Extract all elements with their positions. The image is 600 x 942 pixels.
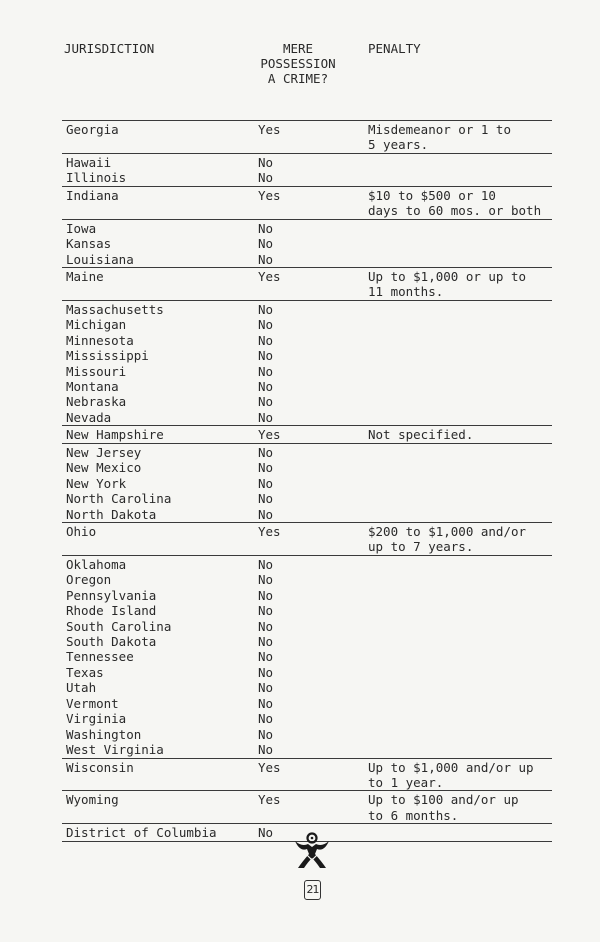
- table-row: [62, 792, 552, 807]
- possession-crime-cell: No: [258, 220, 274, 236]
- possession-crime-cell: No: [258, 825, 274, 841]
- possession-crime-cell: No: [258, 711, 274, 727]
- possession-crime-cell: No: [258, 726, 274, 742]
- penalty-cell: [368, 302, 552, 317]
- jurisdiction-cell: Maine: [66, 268, 104, 284]
- table-row: [62, 539, 552, 554]
- possession-crime-cell: No: [258, 317, 274, 333]
- table-row: [62, 619, 552, 634]
- possession-crime-cell: No: [258, 491, 274, 507]
- table-row: [62, 491, 552, 506]
- possession-crime-cell: [258, 284, 368, 299]
- possession-crime-cell: No: [258, 301, 274, 317]
- penalty-cell: [368, 476, 552, 491]
- possession-crime-cell: No: [258, 695, 274, 711]
- jurisdiction-cell: North Dakota: [66, 506, 157, 522]
- penalty-cell: [368, 742, 552, 757]
- possession-crime-cell: Yes: [258, 792, 281, 808]
- table-row: [62, 808, 552, 823]
- table-row: [62, 760, 552, 775]
- table-group: [62, 120, 552, 153]
- penalty-cell: up to 7 years.: [368, 539, 474, 555]
- jurisdiction-cell: Oklahoma: [66, 556, 127, 572]
- jurisdiction-cell: Minnesota: [66, 332, 134, 348]
- penalty-cell: [368, 155, 552, 170]
- possession-crime-cell: Yes: [258, 523, 281, 539]
- table-row: [62, 364, 552, 379]
- penalty-cell: [368, 445, 552, 460]
- table-row: [62, 203, 552, 218]
- penalty-cell: [368, 557, 552, 572]
- jurisdiction-cell: Kansas: [66, 236, 112, 252]
- penalty-cell: days to 60 mos. or both: [368, 203, 542, 219]
- jurisdiction-cell: Pennsylvania: [66, 587, 157, 603]
- jurisdiction-cell: Washington: [66, 726, 142, 742]
- jurisdiction-cell: District of Columbia: [66, 825, 217, 841]
- possession-crime-cell: No: [258, 664, 274, 680]
- penalty-cell: [368, 364, 552, 379]
- penalty-cell: [368, 572, 552, 587]
- penalty-cell: [368, 394, 552, 409]
- jurisdiction-cell: Wisconsin: [66, 759, 134, 775]
- jurisdiction-cell: [62, 808, 258, 823]
- jurisdiction-cell: [62, 539, 258, 554]
- table-row: [62, 588, 552, 603]
- table-row: [62, 572, 552, 587]
- table-row: [62, 557, 552, 572]
- table-row: [62, 775, 552, 790]
- table-row: [62, 460, 552, 475]
- possession-crime-cell: Yes: [258, 268, 281, 284]
- jurisdiction-cell: North Carolina: [66, 491, 172, 507]
- jurisdiction-cell: Nevada: [66, 409, 112, 425]
- penalty-cell: [368, 170, 552, 185]
- possession-crime-cell: No: [258, 742, 274, 758]
- jurisdiction-cell: Iowa: [66, 220, 97, 236]
- penalty-cell: [368, 252, 552, 267]
- table-row: [62, 665, 552, 680]
- jurisdiction-cell: Michigan: [66, 317, 127, 333]
- possession-crime-cell: No: [258, 460, 274, 476]
- penalty-cell: [368, 649, 552, 664]
- penalty-cell: [368, 410, 552, 425]
- penalty-cell: $10 to $500 or 10: [368, 187, 496, 203]
- header-jurisdiction: JURISDICTION: [64, 41, 155, 56]
- penalty-cell: [368, 727, 552, 742]
- jurisdiction-cell: Virginia: [66, 711, 127, 727]
- jurisdiction-cell: [62, 203, 258, 218]
- penalty-cell: [368, 825, 552, 840]
- table-group: [62, 522, 552, 555]
- possession-crime-cell: No: [258, 603, 274, 619]
- jurisdiction-cell: New York: [66, 475, 127, 491]
- table-row: [62, 524, 552, 539]
- table-group: [62, 555, 552, 758]
- table-row: [62, 379, 552, 394]
- penalty-cell: [368, 634, 552, 649]
- jurisdiction-cell: Missouri: [66, 363, 127, 379]
- possession-crime-cell: No: [258, 332, 274, 348]
- possession-crime-cell: No: [258, 170, 274, 186]
- table-row: [62, 348, 552, 363]
- possession-crime-cell: No: [258, 475, 274, 491]
- possession-crime-cell: No: [258, 409, 274, 425]
- penalty-cell: [368, 711, 552, 726]
- table-group: [62, 758, 552, 791]
- possession-crime-cell: No: [258, 506, 274, 522]
- penalty-cell: to 1 year.: [368, 774, 444, 790]
- penalty-cell: [368, 665, 552, 680]
- jurisdiction-cell: Montana: [66, 379, 119, 394]
- possession-crime-cell: [258, 539, 368, 554]
- jurisdiction-cell: Nebraska: [66, 394, 127, 410]
- table-group: [62, 443, 552, 522]
- penalty-cell: Up to $1,000 and/or up: [368, 759, 534, 775]
- possession-crime-cell: Yes: [258, 427, 281, 443]
- penalty-cell: [368, 460, 552, 475]
- jurisdiction-cell: [62, 284, 258, 299]
- jurisdiction-cell: Rhode Island: [66, 603, 157, 619]
- table-row: [62, 284, 552, 299]
- table-row: [62, 269, 552, 284]
- table-group: [62, 267, 552, 300]
- possession-crime-cell: No: [258, 680, 274, 696]
- possession-crime-cell: No: [258, 618, 274, 634]
- possession-crime-cell: Yes: [258, 122, 281, 137]
- possession-crime-cell: No: [258, 634, 274, 649]
- table-row: [62, 188, 552, 203]
- jurisdiction-table: [62, 120, 552, 842]
- penalty-cell: [368, 619, 552, 634]
- table-row: [62, 410, 552, 425]
- penalty-cell: [368, 491, 552, 506]
- header-possession-crime: MERE POSSESSION A CRIME?: [260, 41, 336, 86]
- possession-crime-cell: Yes: [258, 187, 281, 203]
- possession-crime-cell: No: [258, 587, 274, 603]
- jurisdiction-cell: Utah: [66, 680, 97, 696]
- possession-crime-cell: No: [258, 348, 274, 364]
- penalty-cell: Up to $100 and/or up: [368, 792, 519, 808]
- table-group: [62, 186, 552, 219]
- table-group: [62, 153, 552, 186]
- jurisdiction-cell: Ohio: [66, 523, 97, 539]
- penalty-cell: [368, 680, 552, 695]
- jurisdiction-cell: Wyoming: [66, 792, 119, 808]
- penalty-cell: 11 months.: [368, 284, 444, 300]
- penalty-cell: Not specified.: [368, 427, 474, 443]
- penalty-cell: [368, 317, 552, 332]
- table-row: [62, 317, 552, 332]
- table-group: [62, 300, 552, 426]
- jurisdiction-cell: Illinois: [66, 170, 127, 186]
- penalty-cell: [368, 603, 552, 618]
- possession-crime-cell: [258, 203, 368, 218]
- table-row: [62, 711, 552, 726]
- penalty-cell: [368, 333, 552, 348]
- possession-crime-cell: No: [258, 236, 274, 252]
- table-group: [62, 790, 552, 823]
- jurisdiction-cell: West Virginia: [66, 742, 164, 758]
- table-row: [62, 221, 552, 236]
- jurisdiction-cell: [62, 775, 258, 790]
- penalty-cell: [368, 588, 552, 603]
- possession-crime-cell: No: [258, 363, 274, 379]
- possession-crime-cell: Yes: [258, 759, 281, 775]
- possession-crime-cell: No: [258, 572, 274, 588]
- penalty-cell: [368, 696, 552, 711]
- jurisdiction-cell: [62, 137, 258, 152]
- penalty-cell: [368, 379, 552, 394]
- jurisdiction-cell: Hawaii: [66, 154, 112, 170]
- jurisdiction-cell: Oregon: [66, 572, 112, 588]
- jurisdiction-cell: South Dakota: [66, 634, 157, 649]
- possession-crime-cell: [258, 775, 368, 790]
- jurisdiction-cell: New Hampshire: [66, 427, 164, 443]
- penalty-cell: Misdemeanor or 1 to: [368, 122, 511, 137]
- possession-crime-cell: No: [258, 251, 274, 267]
- table-row: [62, 649, 552, 664]
- table-row: [62, 445, 552, 460]
- table-group: [62, 219, 552, 267]
- jurisdiction-cell: New Jersey: [66, 444, 142, 460]
- table-row: [62, 302, 552, 317]
- table-row: [62, 394, 552, 409]
- table-row: [62, 680, 552, 695]
- jurisdiction-cell: Texas: [66, 664, 104, 680]
- possession-crime-cell: No: [258, 394, 274, 410]
- possession-crime-cell: [258, 808, 368, 823]
- table-group: [62, 425, 552, 442]
- table-row: [62, 236, 552, 251]
- table-row: [62, 742, 552, 757]
- jurisdiction-cell: Georgia: [66, 122, 119, 137]
- possession-crime-cell: No: [258, 649, 274, 665]
- table-row: [62, 122, 552, 137]
- jurisdiction-cell: Indiana: [66, 187, 119, 203]
- table-row: [62, 427, 552, 442]
- stylized-figure-logo-icon: [292, 832, 332, 870]
- penalty-cell: [368, 236, 552, 251]
- table-row: [62, 507, 552, 522]
- table-row: [62, 170, 552, 185]
- table-row: [62, 155, 552, 170]
- possession-crime-cell: No: [258, 154, 274, 170]
- possession-crime-cell: No: [258, 379, 274, 394]
- penalty-cell: [368, 507, 552, 522]
- table-row: [62, 696, 552, 711]
- table-row: [62, 252, 552, 267]
- possession-crime-cell: No: [258, 556, 274, 572]
- table-row: [62, 603, 552, 618]
- table-row: [62, 634, 552, 649]
- jurisdiction-cell: Louisiana: [66, 251, 134, 267]
- penalty-cell: to 6 months.: [368, 807, 459, 823]
- table-row: [62, 727, 552, 742]
- possession-crime-cell: [258, 137, 368, 152]
- header-penalty: PENALTY: [368, 41, 421, 56]
- penalty-cell: [368, 348, 552, 363]
- jurisdiction-cell: South Carolina: [66, 618, 172, 634]
- penalty-cell: Up to $1,000 or up to: [368, 268, 527, 284]
- penalty-cell: 5 years.: [368, 137, 429, 153]
- jurisdiction-cell: Vermont: [66, 695, 119, 711]
- possession-crime-cell: No: [258, 444, 274, 460]
- jurisdiction-cell: Tennessee: [66, 649, 134, 665]
- jurisdiction-cell: Mississippi: [66, 348, 149, 364]
- page-number: 21: [304, 880, 321, 900]
- table-row: [62, 137, 552, 152]
- table-row: [62, 333, 552, 348]
- table-row: [62, 476, 552, 491]
- penalty-cell: $200 to $1,000 and/or: [368, 523, 527, 539]
- jurisdiction-cell: New Mexico: [66, 460, 142, 476]
- jurisdiction-cell: Massachusetts: [66, 301, 164, 317]
- penalty-cell: [368, 221, 552, 236]
